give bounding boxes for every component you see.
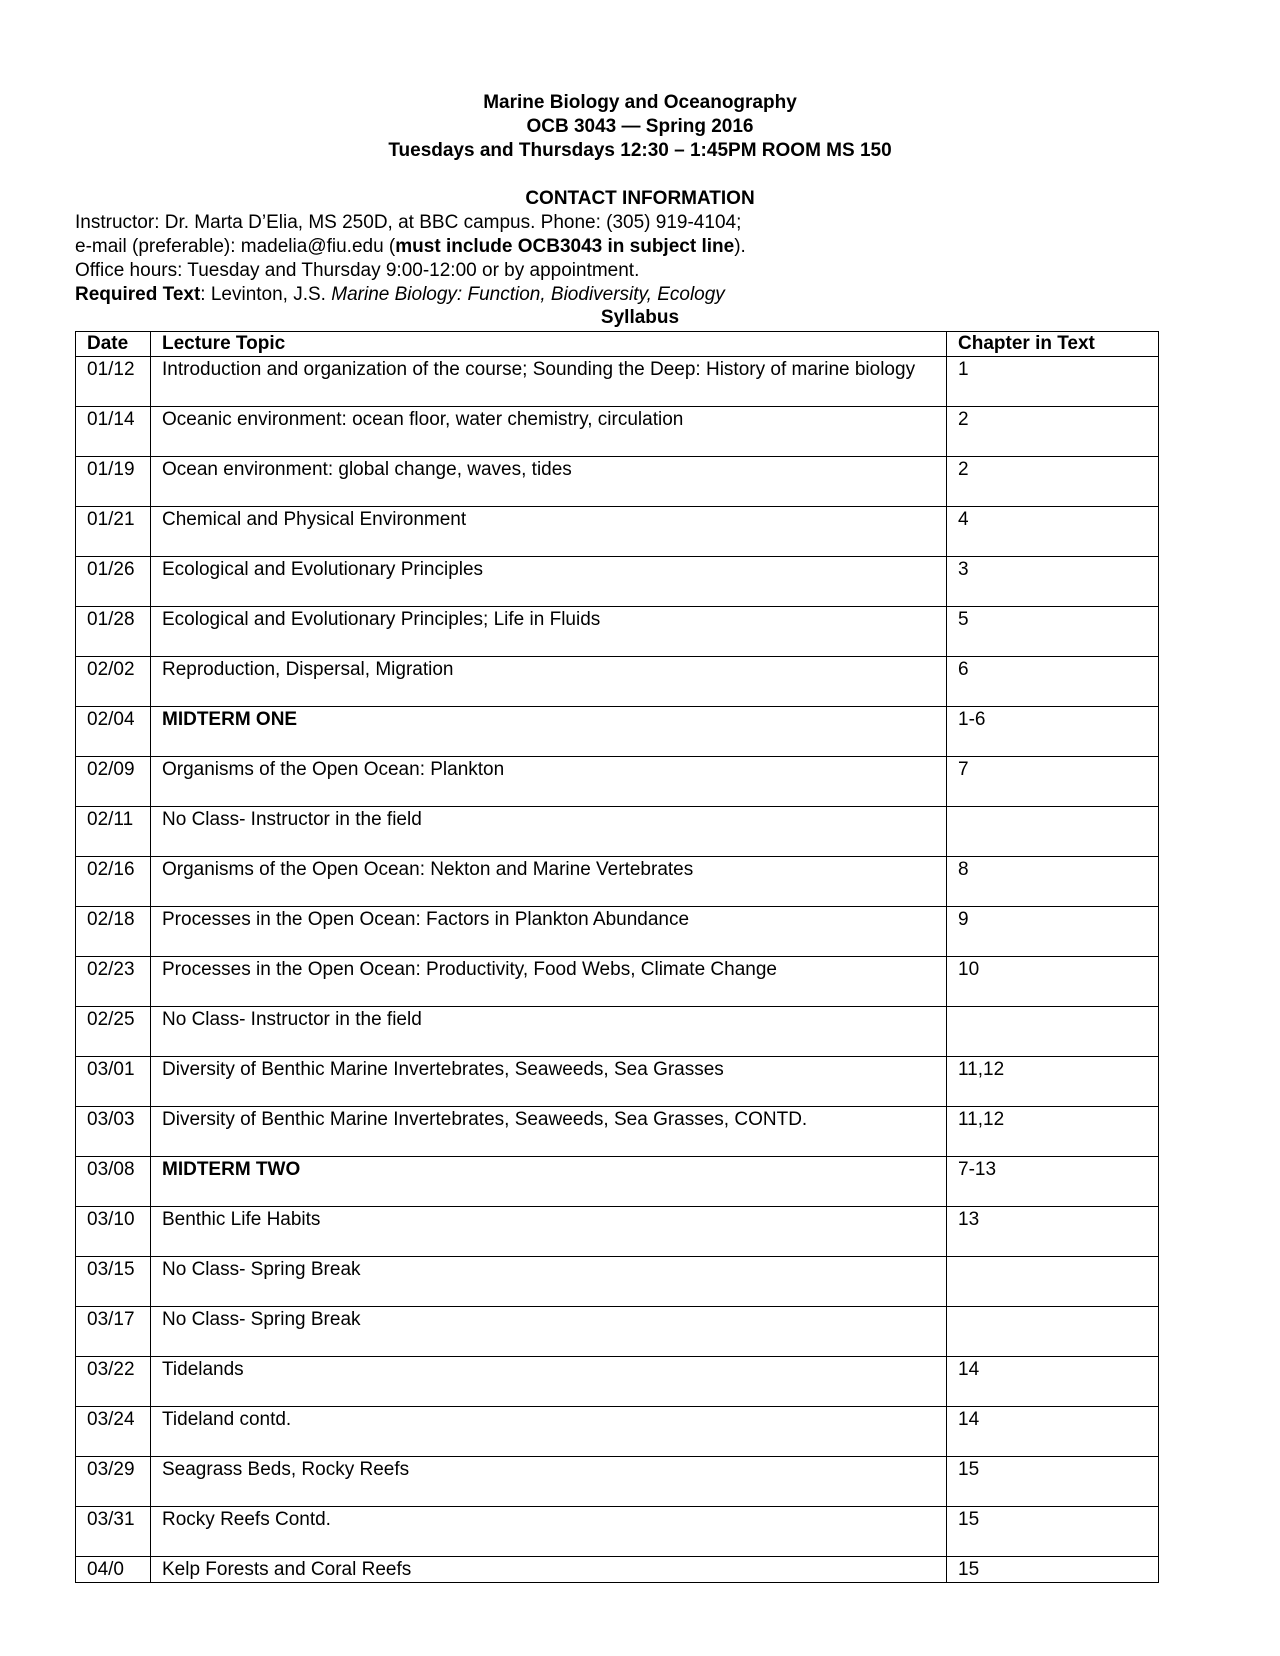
email-line <box>75 235 746 259</box>
contact-heading: CONTACT INFORMATION <box>525 188 755 209</box>
lecture-topic-cell: No Class- Spring Break <box>151 1307 947 1357</box>
syllabus-heading: Syllabus <box>600 307 680 328</box>
lecture-topic-cell: Oceanic environment: ocean floor, water chemistry, circulation <box>151 407 947 457</box>
chapter-cell: 15 <box>947 1457 1159 1507</box>
course-name: Marine Biology and Oceanography <box>483 92 797 113</box>
date-cell: 03/01 <box>76 1057 151 1107</box>
column-header-chapter: Chapter in Text <box>947 332 1159 357</box>
date-cell: 03/22 <box>76 1357 151 1407</box>
date-cell: 03/08 <box>76 1157 151 1207</box>
date-cell: 03/24 <box>76 1407 151 1457</box>
lecture-topic-cell: Rocky Reefs Contd. <box>151 1507 947 1557</box>
chapter-cell: 1 <box>947 357 1159 407</box>
lecture-topic-cell: Ocean environment: global change, waves, tides <box>151 457 947 507</box>
date-cell: 02/02 <box>76 657 151 707</box>
table-row <box>76 1257 1159 1307</box>
chapter-cell: 15 <box>947 1557 1159 1583</box>
chapter-cell: 2 <box>947 457 1159 507</box>
date-cell: 03/31 <box>76 1507 151 1557</box>
lecture-topic-cell: Reproduction, Dispersal, Migration <box>151 657 947 707</box>
chapter-cell <box>947 1007 1159 1057</box>
date-cell: 02/04 <box>76 707 151 757</box>
chapter-cell: 4 <box>947 507 1159 557</box>
lecture-topic-cell: Ecological and Evolutionary Principles; Life in Fluids <box>151 607 947 657</box>
required-text-author: : Levinton, J.S. <box>200 284 332 305</box>
chapter-cell <box>947 1307 1159 1357</box>
lecture-topic-cell: Processes in the Open Ocean: Factors in Plankton Abundance <box>151 907 947 957</box>
lecture-topic-cell: Tideland contd. <box>151 1407 947 1457</box>
table-row <box>76 607 1159 657</box>
date-cell: 03/10 <box>76 1207 151 1257</box>
date-cell: 04/0 <box>76 1557 151 1583</box>
chapter-cell: 2 <box>947 407 1159 457</box>
required-text-title: Marine Biology: Function, Biodiversity, Ecology <box>331 284 725 305</box>
table-row <box>76 657 1159 707</box>
table-row <box>76 407 1159 457</box>
table-row <box>76 357 1159 407</box>
date-cell: 02/11 <box>76 807 151 857</box>
course-code-term: OCB 3043 — Spring 2016 <box>526 116 754 137</box>
office-hours-line: Office hours: Tuesday and Thursday 9:00-12:00 or by appointment. <box>75 260 640 281</box>
table-row <box>76 1407 1159 1457</box>
lecture-topic-cell: No Class- Instructor in the field <box>151 1007 947 1057</box>
lecture-topic-cell: Processes in the Open Ocean: Productivity, Food Webs, Climate Change <box>151 957 947 1007</box>
date-cell: 02/18 <box>76 907 151 957</box>
chapter-cell: 6 <box>947 657 1159 707</box>
column-header-topic: Lecture Topic <box>151 332 947 357</box>
table-row <box>76 1557 1159 1583</box>
table-row <box>76 1007 1159 1057</box>
chapter-cell: 14 <box>947 1357 1159 1407</box>
lecture-topic-cell: Kelp Forests and Coral Reefs <box>151 1557 947 1583</box>
date-cell: 02/16 <box>76 857 151 907</box>
required-text-label: Required Text <box>75 284 201 305</box>
table-row <box>76 707 1159 757</box>
date-cell: 01/12 <box>76 357 151 407</box>
table-row <box>76 857 1159 907</box>
chapter-cell: 15 <box>947 1507 1159 1557</box>
table-header-row <box>76 332 1159 357</box>
date-cell: 01/21 <box>76 507 151 557</box>
lecture-topic-cell: No Class- Instructor in the field <box>151 807 947 857</box>
email-suffix: ). <box>734 236 746 257</box>
table-row <box>76 557 1159 607</box>
date-cell: 03/15 <box>76 1257 151 1307</box>
date-cell: 03/29 <box>76 1457 151 1507</box>
lecture-topic-cell: Seagrass Beds, Rocky Reefs <box>151 1457 947 1507</box>
table-row <box>76 757 1159 807</box>
table-row <box>76 907 1159 957</box>
table-row <box>76 1307 1159 1357</box>
chapter-cell <box>947 1257 1159 1307</box>
chapter-cell <box>947 807 1159 857</box>
class-schedule: Tuesdays and Thursdays 12:30 – 1:45PM ROOM MS 150 <box>388 140 892 161</box>
chapter-cell: 1-6 <box>947 707 1159 757</box>
chapter-cell: 11,12 <box>947 1057 1159 1107</box>
table-row <box>76 807 1159 857</box>
lecture-topic-cell: Benthic Life Habits <box>151 1207 947 1257</box>
lecture-topic-cell: MIDTERM ONE <box>151 707 947 757</box>
date-cell: 03/17 <box>76 1307 151 1357</box>
course-title-block <box>0 91 1280 163</box>
syllabus-table-body <box>76 357 1159 1583</box>
lecture-topic-cell: Introduction and organization of the course; Sounding the Deep: History of marine biology <box>151 357 947 407</box>
date-cell: 03/03 <box>76 1107 151 1157</box>
lecture-topic-cell: Organisms of the Open Ocean: Nekton and Marine Vertebrates <box>151 857 947 907</box>
date-cell: 02/23 <box>76 957 151 1007</box>
lecture-topic-cell: MIDTERM TWO <box>151 1157 947 1207</box>
chapter-cell: 10 <box>947 957 1159 1007</box>
table-row <box>76 1457 1159 1507</box>
table-row <box>76 1107 1159 1157</box>
chapter-cell: 13 <box>947 1207 1159 1257</box>
email-prefix: e-mail (preferable): madelia@fiu.edu ( <box>75 236 396 257</box>
date-cell: 01/14 <box>76 407 151 457</box>
lecture-topic-cell: No Class- Spring Break <box>151 1257 947 1307</box>
table-row <box>76 1357 1159 1407</box>
chapter-cell: 8 <box>947 857 1159 907</box>
lecture-topic-cell: Diversity of Benthic Marine Invertebrates, Seaweeds, Sea Grasses <box>151 1057 947 1107</box>
required-text-line <box>75 283 746 307</box>
date-cell: 01/26 <box>76 557 151 607</box>
date-cell: 02/25 <box>76 1007 151 1057</box>
contact-info <box>75 211 746 307</box>
table-row <box>76 507 1159 557</box>
chapter-cell: 7-13 <box>947 1157 1159 1207</box>
table-row <box>76 457 1159 507</box>
chapter-cell: 14 <box>947 1407 1159 1457</box>
date-cell: 02/09 <box>76 757 151 807</box>
table-row <box>76 1507 1159 1557</box>
chapter-cell: 11,12 <box>947 1107 1159 1157</box>
date-cell: 01/19 <box>76 457 151 507</box>
instructor-line: Instructor: Dr. Marta D’Elia, MS 250D, at BBC campus. Phone: (305) 919-4104; <box>75 212 742 233</box>
lecture-topic-cell: Organisms of the Open Ocean: Plankton <box>151 757 947 807</box>
email-subject-note: must include OCB3043 in subject line <box>395 236 735 257</box>
chapter-cell: 7 <box>947 757 1159 807</box>
table-row <box>76 957 1159 1007</box>
column-header-date: Date <box>76 332 151 357</box>
table-row <box>76 1157 1159 1207</box>
date-cell: 01/28 <box>76 607 151 657</box>
table-row <box>76 1207 1159 1257</box>
chapter-cell: 5 <box>947 607 1159 657</box>
chapter-cell: 9 <box>947 907 1159 957</box>
lecture-topic-cell: Ecological and Evolutionary Principles <box>151 557 947 607</box>
lecture-topic-cell: Tidelands <box>151 1357 947 1407</box>
lecture-topic-cell: Chemical and Physical Environment <box>151 507 947 557</box>
lecture-topic-cell: Diversity of Benthic Marine Invertebrates, Seaweeds, Sea Grasses, CONTD. <box>151 1107 947 1157</box>
syllabus-table <box>75 331 1159 1583</box>
chapter-cell: 3 <box>947 557 1159 607</box>
table-row <box>76 1057 1159 1107</box>
